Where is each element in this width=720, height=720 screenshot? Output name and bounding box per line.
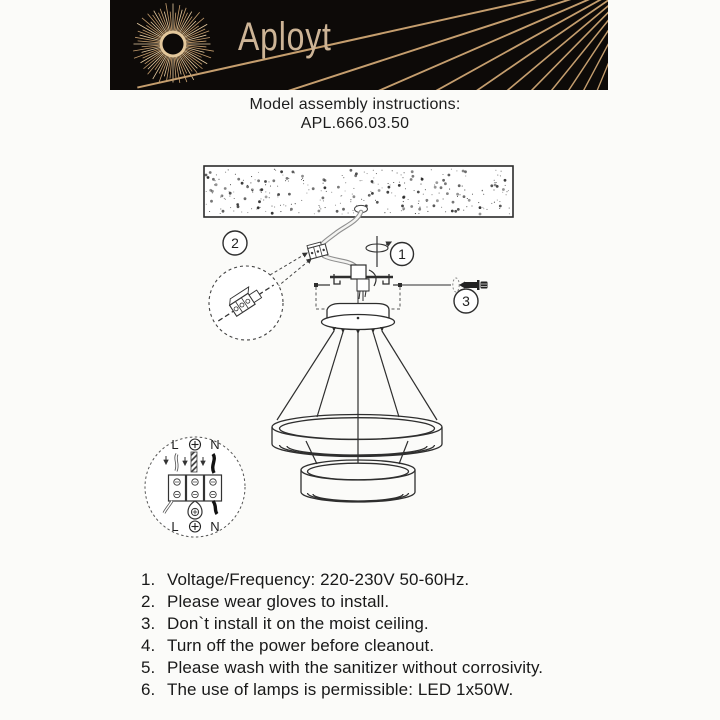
instruction-text: Voltage/Frequency: 220-230V 50-60Hz. [167, 570, 470, 589]
instruction-item [141, 679, 611, 701]
instruction-number: 3. [141, 613, 156, 633]
callout-2-badge [223, 231, 247, 255]
brand-logo-text: Aployt [238, 15, 332, 59]
callout-3-label: 3 [462, 293, 470, 309]
wiring-detail-circle [145, 437, 245, 537]
instruction-number: 5. [141, 657, 156, 677]
small-led-ring [301, 460, 415, 502]
instruction-text: The use of lamps is permissible: LED 1x50W. [167, 679, 514, 699]
callout-1-badge [391, 243, 414, 266]
instruction-number: 2. [141, 591, 156, 611]
terminal-block [169, 475, 222, 501]
instruction-number: 1. [141, 570, 156, 589]
terminal-block-detail-circle [209, 266, 283, 340]
instruction-item [141, 569, 611, 591]
ceiling-slab [204, 166, 513, 217]
rotation-arrow-icon [366, 236, 391, 267]
instruction-item [141, 635, 611, 657]
callout-2-label: 2 [231, 235, 239, 251]
wiring-label-l-top: L [171, 437, 179, 452]
instruction-text: Turn off the power before cleanout. [167, 635, 435, 655]
wiring-label-n-bottom: N [210, 519, 220, 534]
instruction-list [141, 569, 611, 700]
instruction-text: Please wash with the sanitizer without corrosivity. [167, 657, 544, 677]
callout-3-badge [454, 289, 478, 313]
title-line-1: Model assembly instructions: [249, 96, 461, 113]
wiring-label-n-top: N [210, 437, 220, 452]
suspension-wires [277, 331, 437, 463]
wiring-label-l-bottom: L [171, 519, 179, 534]
large-led-ring [272, 415, 442, 457]
instruction-item [141, 613, 611, 635]
instruction-text: Don`t install it on the moist ceiling. [167, 613, 429, 633]
ceiling-canopy [322, 304, 395, 335]
instruction-text: Please wear gloves to install. [167, 591, 390, 611]
power-wire [320, 212, 361, 273]
instruction-number: 4. [141, 635, 156, 655]
instruction-item [141, 591, 611, 613]
callout-1-label: 1 [398, 246, 406, 262]
instruction-item [141, 657, 611, 679]
instruction-number: 6. [141, 679, 156, 699]
model-number: APL.666.03.50 [300, 115, 410, 132]
